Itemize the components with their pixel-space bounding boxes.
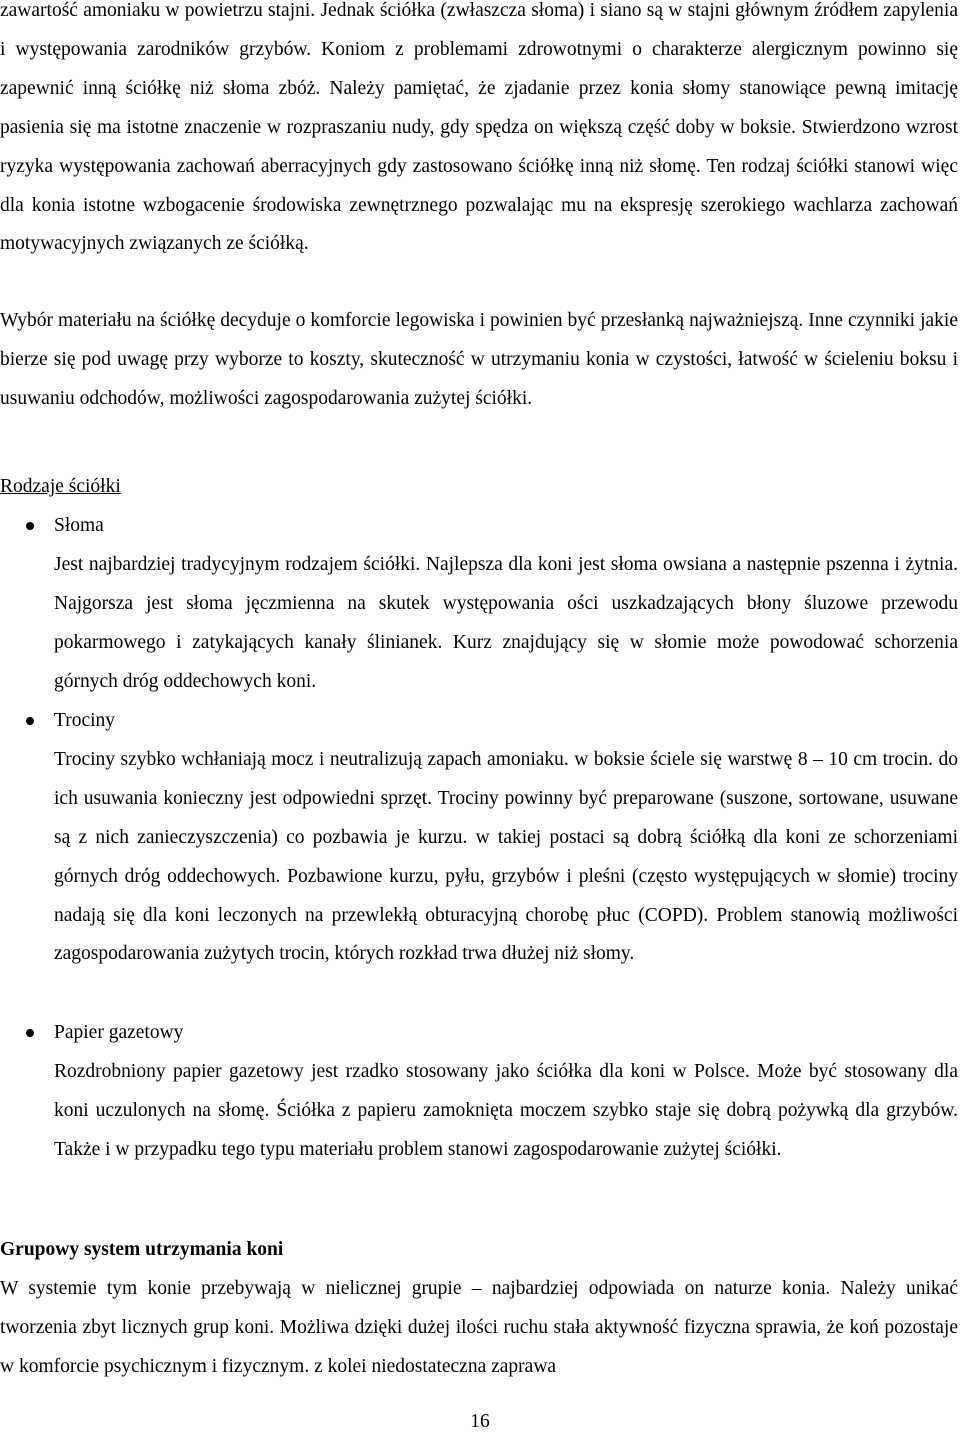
page-number: 16 <box>470 1411 490 1432</box>
bullet-icon <box>26 522 34 530</box>
list-item-body: Jest najbardziej tradycyjnym rodzajem ściółki. Najlepsza dla koni jest słoma owsiana a następnie pszenna i żytnia. Najgorsza jest słoma jęczmienna na skutek występowania ości uszkadzających błony śluzowe przewodu pokarmowego i zatykających kanały ślinianek. Kurz znajdujący się w słomie może powodować schorzenia górnych dróg oddechowych koni. <box>54 553 958 692</box>
list-item-title: Słoma <box>54 515 104 536</box>
list-item-title: Papier gazetowy <box>54 1022 184 1043</box>
list-item-title: Trociny <box>54 710 116 731</box>
paragraph-material-choice: Wybór materiału na ściółkę decyduje o komforcie legowiska i powinien być przesłanką najważniejszą. Inne czynniki jakie bierze się pod uwagę przy wyborze to koszty, skuteczność w utrzymaniu konia w czystości, łatwość w ścieleniu boksu i usuwaniu odchodów, możliwości zagospodarowania zużytej ściółki. <box>0 310 958 409</box>
paragraph-intro: zawartość amoniaku w powietrzu stajni. Jednak ściółka (zwłaszcza słoma) i siano są w stajni głównym źródłem zapylenia i występowania zarodników grzybów. Koniom z problemami zdrowotnymi o charakterze alergicznym powinno się zapewnić inną ściółkę niż słoma zbóż. Należy pamiętać, że zjadanie przez konia słomy stanowiące pewną imitację pasienia się ma istotne znaczenie w rozpraszaniu nudy, gdy spędza on większą część doby w boksie. Stwierdzono wzrost ryzyka występowania zachowań aberracyjnych gdy zastosowano ściółkę inną niż słomę. Ten rodzaj ściółki stanowi więc dla konia istotne wzbogacenie środowiska zewnętrznego pozwalając mu na ekspresję szerokiego wachlarza zachowań motywacyjnych związanych ze ściółką. <box>0 0 958 255</box>
bullet-icon <box>26 717 34 725</box>
section-heading-bedding-types: Rodzaje ściółki <box>0 476 121 497</box>
section-heading-group-housing: Grupowy system utrzymania koni <box>0 1239 284 1260</box>
list-item-body: Rozdrobniony papier gazetowy jest rzadko stosowany jako ściółka dla koni w Polsce. Może być stosowany dla koni uczulonych na słomę. Ściółka z papieru zamoknięta moczem szybko staje się dobrą pożywką dla grzybów. Także i w przypadku tego typu materiału problem stanowi zagospodarowanie zużytej ściółki. <box>54 1060 958 1160</box>
list-item-body: Trociny szybko wchłaniają mocz i neutralizują zapach amoniaku. w boksie ściele się warstwę 8 – 10 cm trocin. do ich usuwania konieczny jest odpowiedni sprzęt. Trociny powinny być preparowane (suszone, sortowane, usuwane są z nich zanieczyszczenia) co pozbawia je kurzu. w takiej postaci są dobrą ściółką dla koni ze schorzeniami górnych dróg oddechowych. Pozbawione kurzu, pyłu, grzybów i pleśni (często występujących w słomie) trociny nadają się dla koni leczonych na przewlekłą obturacyjną chorobę płuc (COPD). Problem stanowią możliwości zagospodarowania zużytych trocin, których rozkład trwa dłużej niż słomy. <box>54 748 958 965</box>
paragraph-group-housing: W systemie tym konie przebywają w nielicznej grupie – najbardziej odpowiada on naturze konia. Należy unikać tworzenia zbyt licznych grup koni. Możliwa dzięki dużej ilości ruchu stała aktywność fizyczna sprawia, że koń pozostaje w komforcie psychicznym i fizycznym. z kolei niedostateczna zaprawa <box>0 1278 958 1377</box>
bullet-icon <box>26 1029 34 1037</box>
